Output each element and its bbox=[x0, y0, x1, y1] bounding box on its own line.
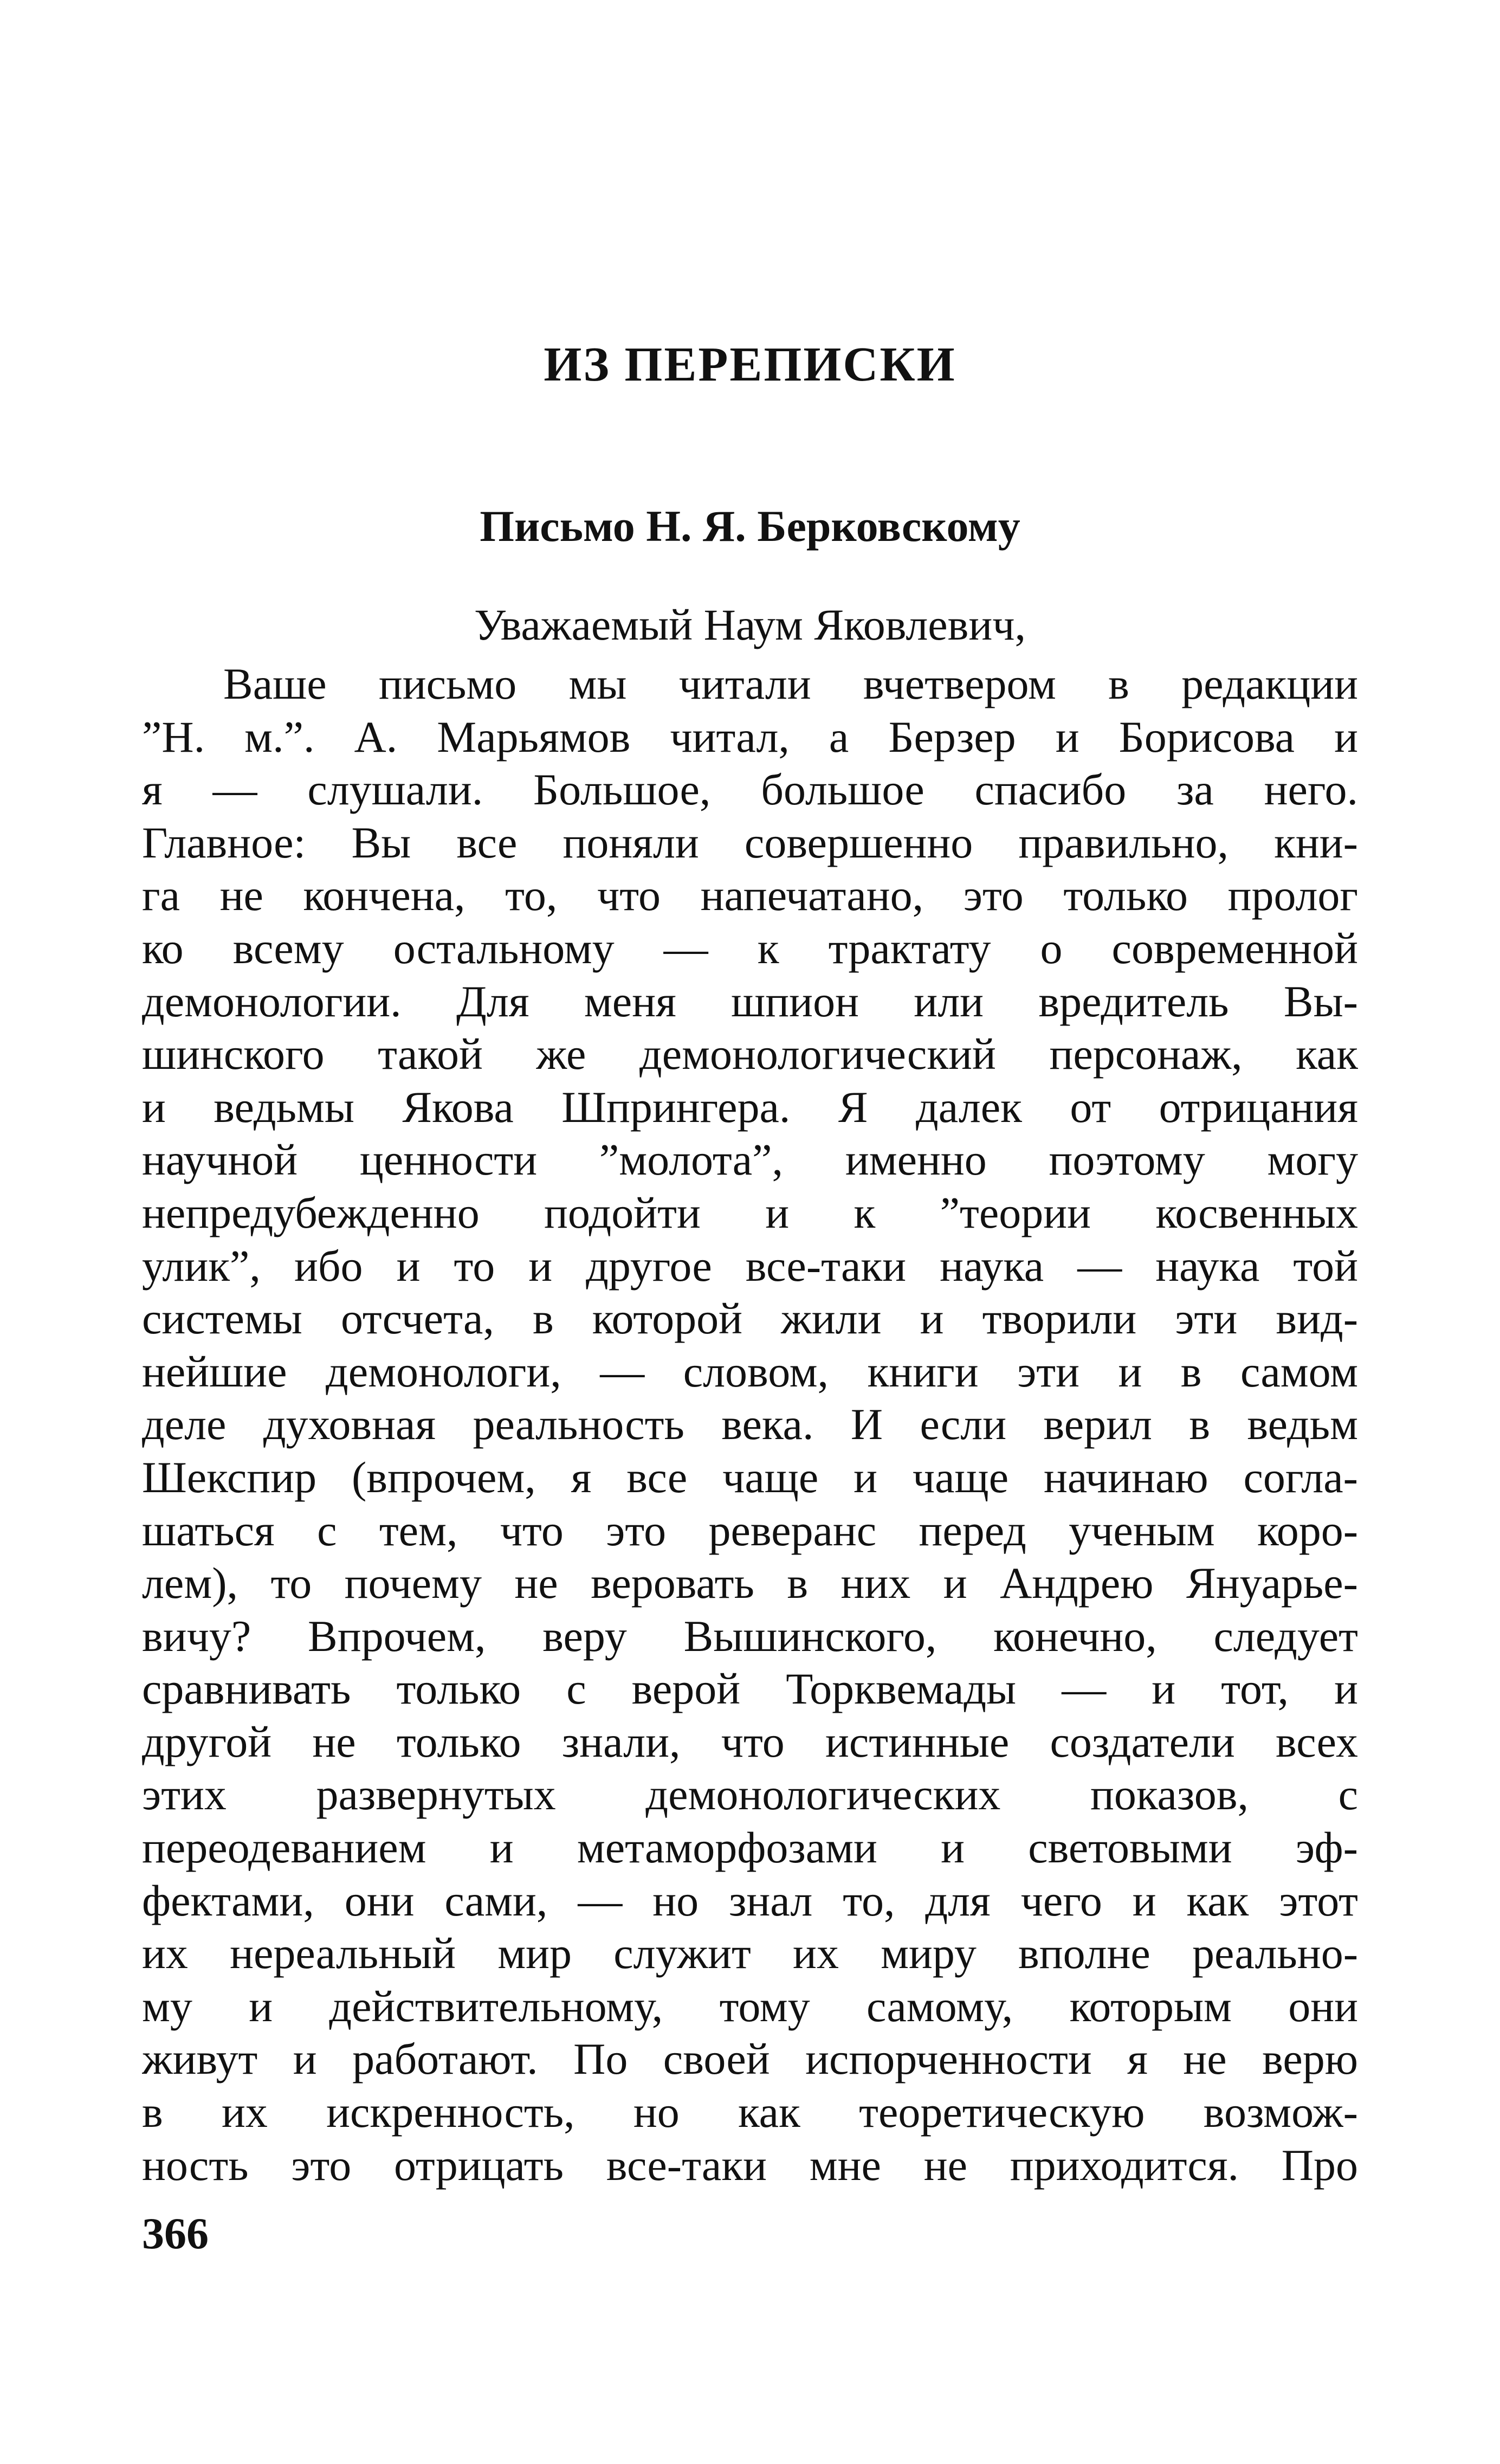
body-line: нейшие демонологи, — словом, книги эти и в самом bbox=[142, 1346, 1358, 1396]
body-line: га не кончена, то, что напечатано, это только пролог bbox=[142, 870, 1358, 920]
body-line: Шекспир (впрочем, я все чаще и чаще начинаю согла- bbox=[142, 1452, 1358, 1502]
body-line: живут и работают. По своей испорченности я не верю bbox=[142, 2034, 1358, 2084]
body-line: этих развернутых демонологических показов, с bbox=[142, 1770, 1358, 1820]
body-line: в их искренность, но как теоретическую возмож- bbox=[142, 2087, 1358, 2137]
body-line: лем), то почему не веровать в них и Андрею Януарье- bbox=[142, 1558, 1358, 1608]
body-line: переодеванием и метаморфозами и световыми эф- bbox=[142, 1823, 1358, 1873]
body-line: улик”, ибо и то и другое все-таки наука — наука той bbox=[142, 1241, 1358, 1291]
letter-body bbox=[142, 657, 1358, 2191]
salutation: Уважаемый Наум Яковлевич, bbox=[474, 600, 1026, 649]
body-line: ”Н. м.”. А. Марьямов читал, а Берзер и Борисова и bbox=[142, 712, 1358, 762]
body-line: ность это отрицать все-таки мне не приходится. Про bbox=[142, 2140, 1358, 2190]
body-line: Ваше письмо мы читали вчетвером в редакции bbox=[223, 659, 1358, 708]
body-line: системы отсчета, в которой жили и творили эти вид- bbox=[142, 1294, 1358, 1344]
body-line: другой не только знали, что истинные создатели всех bbox=[142, 1717, 1358, 1766]
body-line: я — слушали. Большое, большое спасибо за него. bbox=[142, 765, 1358, 815]
page-number: 366 bbox=[142, 2209, 209, 2258]
body-line: и ведьмы Якова Шпрингера. Я далек от отрицания bbox=[142, 1082, 1358, 1132]
body-line: сравнивать только с верой Торквемады — и тот, и bbox=[142, 1664, 1358, 1714]
letter-title: Письмо Н. Я. Берковскому bbox=[480, 501, 1020, 551]
body-line: шаться с тем, что это реверанс перед ученым коро- bbox=[142, 1505, 1358, 1555]
body-line: Главное: Вы все поняли совершенно правильно, кни- bbox=[142, 817, 1358, 867]
body-line: шинского такой же демонологический персонаж, как bbox=[142, 1029, 1358, 1079]
body-line: демонологии. Для меня шпион или вредитель Вы- bbox=[142, 976, 1358, 1026]
body-line: непредубежденно подойти и к ”теории косвенных bbox=[142, 1188, 1358, 1237]
body-line: ко всему остальному — к трактату о современной bbox=[142, 923, 1358, 973]
body-line: му и действительному, тому самому, которым они bbox=[142, 1981, 1358, 2031]
body-line: вичу? Впрочем, веру Вышинского, конечно, следует bbox=[142, 1611, 1358, 1661]
body-line: научной ценности ”молота”, именно поэтому могу bbox=[142, 1135, 1358, 1185]
body-line: их нереальный мир служит их миру вполне реально- bbox=[142, 1928, 1358, 1978]
section-title: ИЗ ПЕРЕПИСКИ bbox=[544, 338, 956, 391]
body-line: фектами, они сами, — но знал то, для чего и как этот bbox=[142, 1875, 1358, 1925]
body-line: деле духовная реальность века. И если верил в ведьм bbox=[142, 1399, 1358, 1449]
